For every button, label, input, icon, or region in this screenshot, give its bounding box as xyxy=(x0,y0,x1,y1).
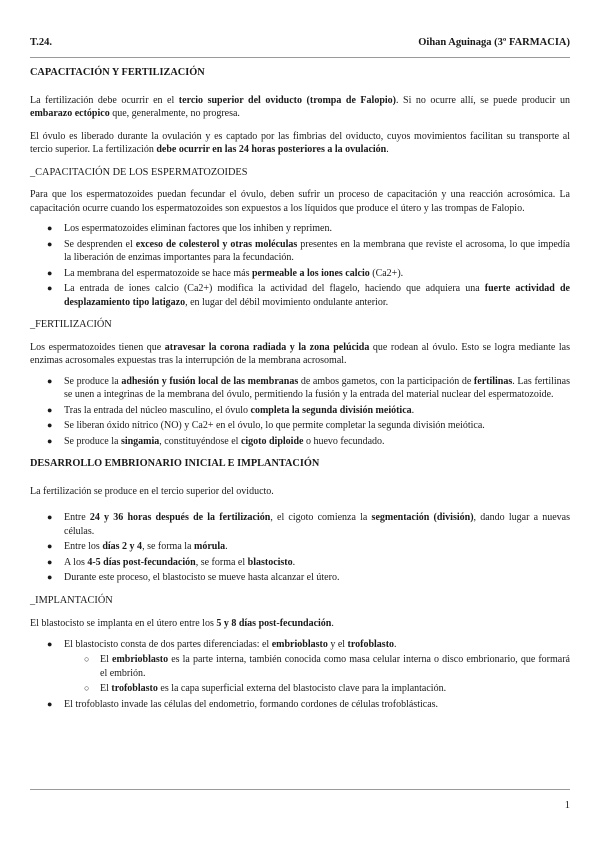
header-topic: T.24. xyxy=(30,37,52,48)
list-item: ● Tras la entrada del núcleo masculino, el óvulo completa la segunda división meiótica. xyxy=(47,404,415,416)
bullet-icon: ● xyxy=(47,267,53,278)
section-title-desarrollo-embrionario: DESARROLLO EMBRIONARIO INICIAL E IMPLANTACIÓN xyxy=(30,458,320,469)
paragraph: La fertilización debe ocurrir en el tercio superior del oviducto (trompa de Falopio). Si no ocurre allí, se puede producir un embarazo ectópico que, generalmente, no progresa. xyxy=(30,94,570,119)
bullet-list xyxy=(30,222,570,309)
list-item: ● Se desprenden el exceso de colesterol y otras moléculas presentes en la membrana que reviste el acrosoma, lo que impedía la liberación de enzimas importantes para la fecundación. xyxy=(47,238,570,263)
sub-list-item: ○ El embrioblasto es la parte interna, también conocida como masa celular interna o disco embrionario, que formará el embrión. xyxy=(84,654,570,679)
bullet-icon: ● xyxy=(47,435,53,446)
list-item: ● Se produce la singamia, constituyéndose el cigoto diploide o huevo fecundado. xyxy=(47,435,385,447)
bullet-list xyxy=(30,375,570,449)
bullet-icon: ● xyxy=(47,223,53,233)
list-item: ● La membrana del espermatozoide se hace más permeable a los iones calcio (Ca2+). xyxy=(47,267,404,279)
paragraph: El blastocisto se implanta en el útero entre los 5 y 8 días post-fecundación. xyxy=(30,618,334,629)
section-title-capacitacion-espermatozoides: _CAPACITACIÓN DE LOS ESPERMATOZOIDES xyxy=(30,166,248,178)
footer-rule xyxy=(30,789,570,790)
bullet-icon: ● xyxy=(47,556,53,567)
section-title-implantacion: _IMPLANTACIÓN xyxy=(30,594,113,606)
bullet-icon: ● xyxy=(47,541,53,551)
bullet-icon: ● xyxy=(47,572,53,582)
bullet-icon: ● xyxy=(47,375,53,386)
section-title-fertilizacion: _FERTILIZACIÓN xyxy=(30,319,112,330)
bullet-icon: ● xyxy=(47,283,53,293)
bullet-icon: ● xyxy=(47,420,53,430)
sub-list-item: ○ El trofoblasto es la capa superficial externa del blastocisto clave para la implantación. xyxy=(84,683,447,694)
list-item: ● La entrada de iones calcio (Ca2+) modifica la actividad del flagelo, haciendo que adquiera una fuerte actividad de desplazamiento tipo latigazo, en lugar del débil movimiento ondulante anterior. xyxy=(47,283,570,308)
bullet-list xyxy=(30,638,570,712)
page-header xyxy=(30,37,570,51)
header-rule xyxy=(30,57,570,58)
paragraph: Para que los espermatozoides puedan fecundar el óvulo, deben sufrir un proceso de capacitación y una reacción acrosómica. La capacitación ocurre cuando los espermatozoides son expuestos a los líquidos que produce el útero y las trompas de Falopio. xyxy=(30,189,570,214)
paragraph: La fertilización se produce en el tercio superior del oviducto. xyxy=(30,485,274,497)
bullet-icon: ● xyxy=(47,512,53,522)
bullet-icon: ● xyxy=(47,698,53,709)
list-item: ● Los espermatozoides eliminan factores que los inhiben y reprimen. xyxy=(47,223,332,234)
list-item: ● A los 4-5 días post-fecundación, se forma el blastocisto. xyxy=(47,556,296,568)
list-item: ● El blastocisto consta de dos partes diferenciadas: el embrioblasto y el trofoblasto. ○ El embrioblasto es la parte interna, también conocida como masa celular interna o disco embrionario, que formará el embrión. ○ El trofoblasto es la capa superficial externa del blastocisto clave para la implantación. xyxy=(47,638,570,694)
sub-list xyxy=(64,653,570,696)
section-title-capacitacion-fertilizacion: CAPACITACIÓN Y FERTILIZACIÓN xyxy=(30,67,205,78)
list-item: ● Entre los días 2 y 4, se forma la mórula. xyxy=(47,541,228,552)
document-body xyxy=(30,66,570,713)
page-number: 1 xyxy=(564,800,570,811)
list-item: ● Durante este proceso, el blastocisto se mueve hasta alcanzar el útero. xyxy=(47,572,340,583)
circle-bullet-icon: ○ xyxy=(84,683,90,693)
header-author: Oihan Aguinaga (3º FARMACIA) xyxy=(418,37,570,48)
circle-bullet-icon: ○ xyxy=(84,654,90,664)
paragraph: El óvulo es liberado durante la ovulación y es captado por las fimbrias del oviducto, cuyos movimientos facilitan su transporte al tercio superior. La fertilización debe ocurrir en las 24 horas posteriores a la ovulación. xyxy=(30,130,570,155)
bullet-icon: ● xyxy=(47,238,53,249)
list-item: ● El trofoblasto invade las células del endometrio, formando cordones de células trofoblásticas. xyxy=(47,698,439,710)
paragraph: Los espermatozoides tienen que atravesar la corona radiada y la zona pelúcida que rodean al óvulo. Esto se logra mediante las enzimas acrosomales expuestas tras la interrupción de la membrana acrosomal. xyxy=(30,341,570,366)
list-item: ● Se liberan óxido nítrico (NO) y Ca2+ en el óvulo, lo que permite completar la segunda división meiótica. xyxy=(47,420,485,431)
bullet-list xyxy=(30,511,570,585)
list-item: ● Entre 24 y 36 horas después de la fertilización, el cigoto comienza la segmentación (división), dando lugar a nuevas células. xyxy=(47,512,571,537)
list-item: ● Se produce la adhesión y fusión local de las membranas de ambos gametos, con la participación de fertilinas. Las fertilinas se unen a integrinas de la membrana del óvulo, permitiendo la fusión y la entrada del material nuclear del espermatozoide. xyxy=(47,375,570,400)
bullet-icon: ● xyxy=(47,404,53,415)
bullet-icon: ● xyxy=(47,638,53,649)
